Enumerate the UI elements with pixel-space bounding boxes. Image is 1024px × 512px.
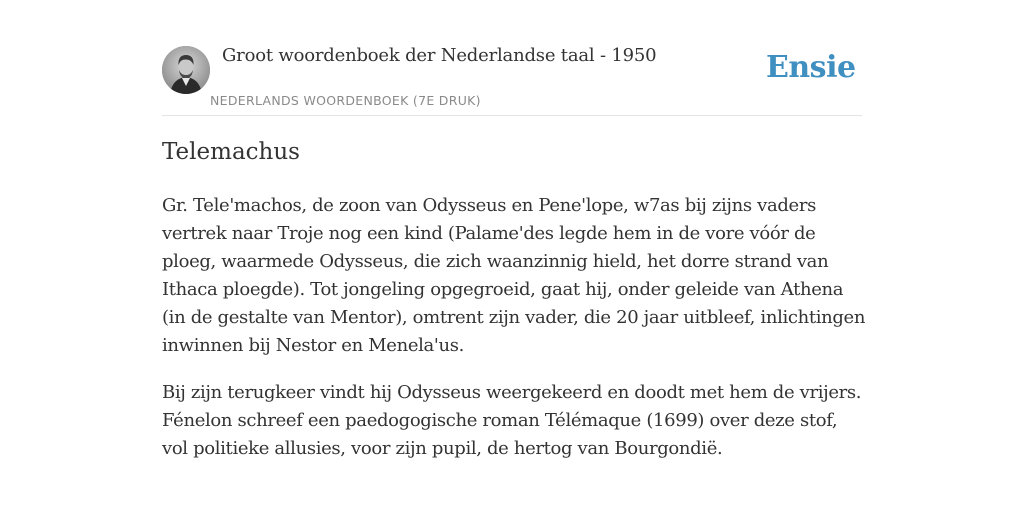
portrait-icon [162,46,210,94]
book-subtitle: NEDERLANDS WOORDENBOEK (7E DRUK) [210,93,481,108]
author-avatar[interactable] [162,46,210,94]
entry-paragraph: Gr. Tele'machos, de zoon van Odysseus en Pene'lope, w7as bij zijns vaders vertrek naar Troje nog een kind (Palame'des legde hem in de vore vóór de ploeg, waarmede Odysseus, die zich waanzinnig hield, het dorre strand van Ithaca ploegde). Tot jongeling opgegroeid, gaat hij, onder geleide van Athena (in de gestalte van Mentor), omtrent zijn vader, die 20 jaar uitbleef, inlichtingen inwinnen bij Nestor en Menela'us. [162,195,866,356]
entry-title: Telemachus [162,139,300,165]
entry-body [162,192,868,482]
book-title[interactable]: Groot woordenboek der Nederlandse taal - 1950 [222,45,657,66]
entry-paragraph: Bij zijn terugkeer vindt hij Odysseus weergekeerd en doodt met hem de vrijers. Fénelon schreef een paedogogische roman Télémaque (1699) over deze stof, vol politieke allusies, voor zijn pupil, de hertog van Bourgondië. [162,382,862,459]
header-divider [162,115,862,116]
brand-logo[interactable]: Ensie [766,50,856,85]
